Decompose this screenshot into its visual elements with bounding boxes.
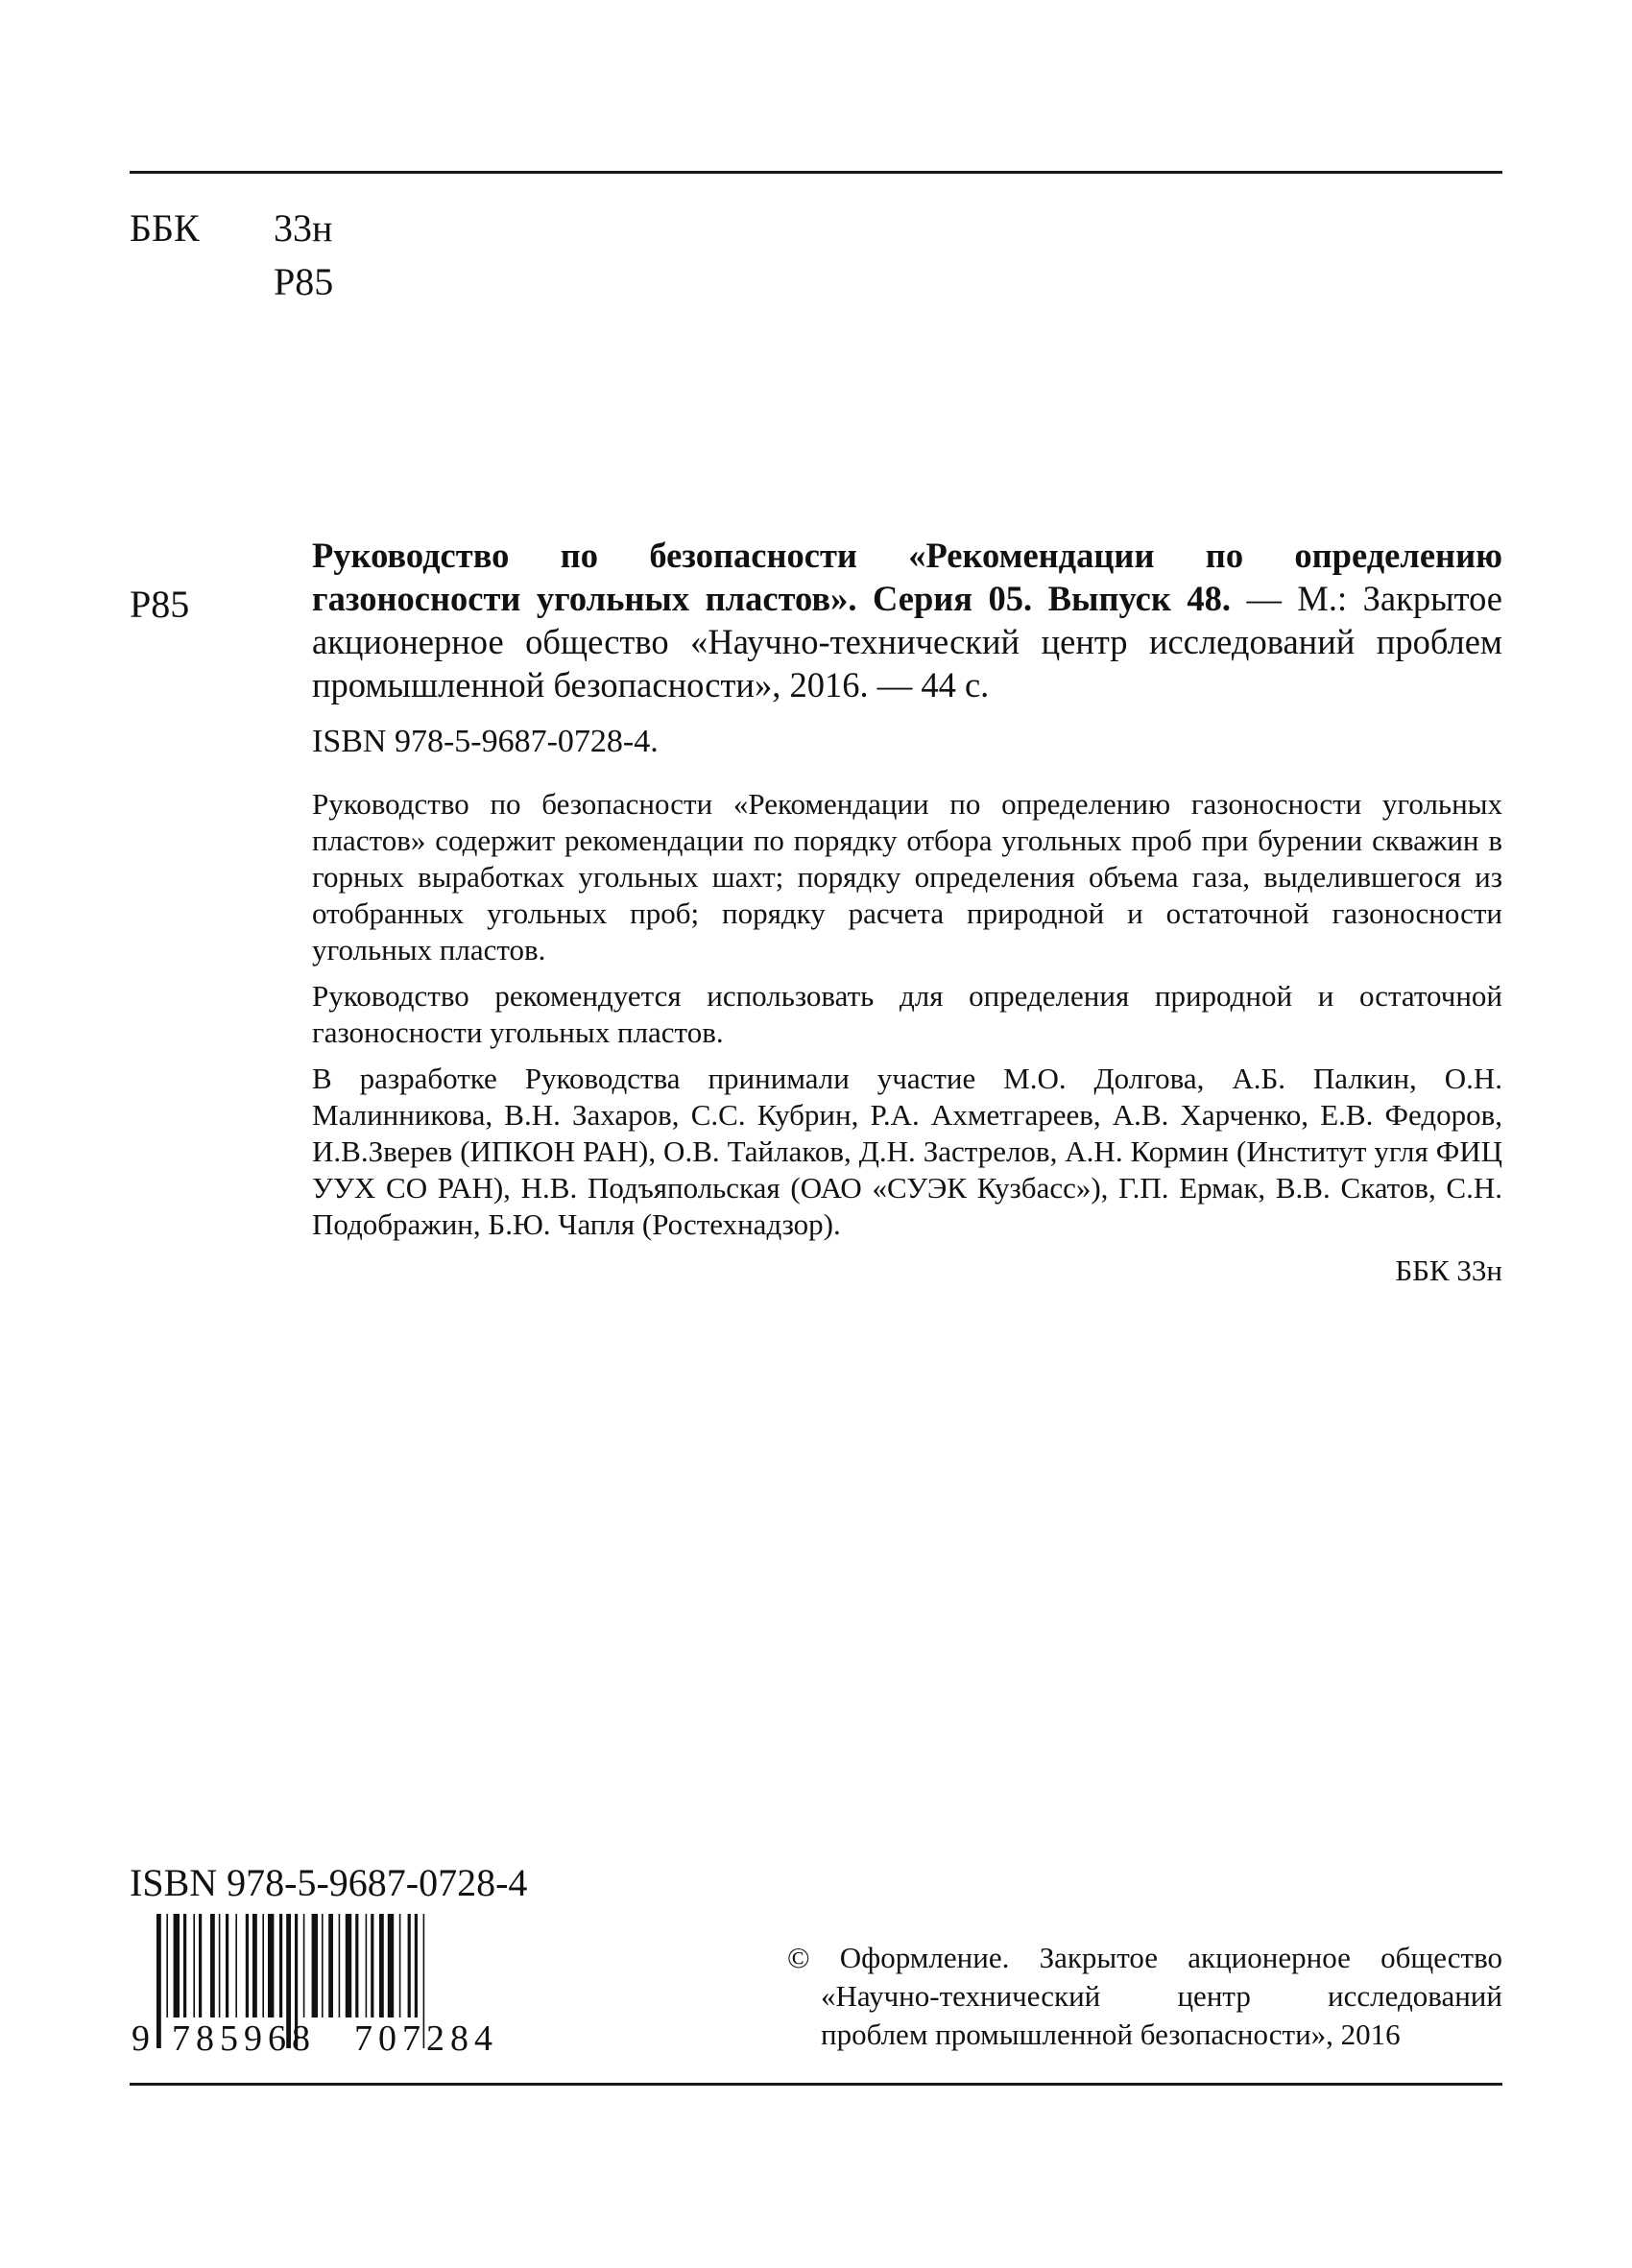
barcode-bar xyxy=(262,1914,264,2017)
top-rule xyxy=(130,171,1502,174)
annotation-paragraph-2: Руководство рекомендуется использовать для определения природной и остаточной газоносности угольных пластов. xyxy=(312,979,1502,1049)
bbk-label: ББК xyxy=(130,206,200,250)
barcode-digits-right: 707284 xyxy=(354,2018,498,2054)
barcode-bar xyxy=(166,1914,168,2017)
side-author-code: Р85 xyxy=(130,583,190,626)
barcode-bar xyxy=(268,1914,274,2017)
annotation-paragraph-3: В разработке Руководства принимали участие М.О. Долгова, А.Б. Палкин, О.Н. Малинникова, В.Н. Захаров, С.С. Кубрин, Р.А. Ахметгареев, А.В. Харченко, Е.В. Федоров, И.В.Зверев (ИПКОН РАН), О.В. Тайлаков, Д.Н. Застрелов, А.Н. Кормин (Институт угля ФИЦ УУХ СО РАН), Н.В. Подъяпольская (ОАО «СУЭК Кузбасс»), Г.П. Ермак, В.В. Скатов, С.Н. Подображин, Б.Ю. Чапля (Ростехнадзор). xyxy=(312,1062,1502,1241)
copyright-line-2: «Научно-технический центр исследований xyxy=(821,1979,1502,2013)
bbk-code: 33н xyxy=(274,206,333,250)
bbk-spacer xyxy=(130,255,274,309)
barcode-bar xyxy=(279,1914,282,2017)
annotation-paragraph-1: Руководство по безопасности «Рекомендации по определению газоносности угольных пластов» содержит рекомендации по порядку отбора угольных проб при бурении скважин в горных выработках угольных шахт; порядку определения объема газа, выделившегося из отобранных угольных проб; порядку расчета природной и остаточной газоносности угольных пластов. xyxy=(312,787,1502,967)
barcode-bar xyxy=(199,1914,202,2017)
bbk-row-author xyxy=(130,255,333,309)
barcode-bar xyxy=(399,1914,401,2017)
barcode-bar xyxy=(183,1914,186,2017)
barcode-bar xyxy=(235,1914,237,2017)
author-code: Р85 xyxy=(274,260,334,303)
barcode-bar xyxy=(415,1914,418,2017)
barcode-bar xyxy=(322,1914,324,2017)
barcode-bar xyxy=(371,1914,373,2017)
bbk-row xyxy=(130,202,333,255)
barcode-bar xyxy=(328,1914,333,2017)
main-text-block xyxy=(312,534,1502,1289)
copyright-line-3: проблем промышленной безопасности», 2016 xyxy=(821,2017,1401,2051)
isbn-text: ISBN 978-5-9687-0728-4. xyxy=(312,724,659,759)
record-imprint: — М.: Закрытое акционерное общество «Научно-технический центр исследований проблем промышленной безопасности», 2016. — 44 с. xyxy=(312,579,1502,704)
bbk-block xyxy=(130,202,333,309)
barcode-digits-left: 785968 xyxy=(172,2018,316,2054)
isbn-barcode-caption: ISBN 978-5-9687-0728-4 xyxy=(130,1861,528,1904)
barcode-bar xyxy=(388,1914,394,2017)
copyright-line-1: © Оформление. Закрытое акционерное общество xyxy=(787,1941,1502,1974)
record-title: Руководство по безопасности «Рекомендации по определению газоносности угольных пластов». Серия 05. Выпуск 48. xyxy=(312,536,1502,618)
barcode-bar xyxy=(193,1914,195,2017)
isbn-line xyxy=(312,720,1502,763)
bibliographic-record xyxy=(312,534,1502,706)
barcode-bar xyxy=(156,1914,161,2048)
barcode-bar xyxy=(303,1914,305,2017)
annotation xyxy=(312,786,1502,1243)
bottom-rule xyxy=(130,2083,1502,2086)
barcode-bar xyxy=(219,1914,221,2017)
barcode-bar xyxy=(312,1914,318,2017)
barcode-bar xyxy=(246,1914,249,2017)
isbn-barcode xyxy=(130,1910,542,2054)
barcode-digit-first: 9 xyxy=(132,2018,150,2054)
barcode-graphic xyxy=(130,1910,542,2054)
bbk-footer-code: ББК 33н xyxy=(1395,1253,1502,1287)
copyright-notice xyxy=(787,1939,1502,2054)
barcode-bar xyxy=(408,1914,411,2017)
barcode-bar xyxy=(252,1914,257,2017)
barcode-bar xyxy=(339,1914,341,2017)
barcode-bar xyxy=(226,1914,228,2017)
barcode-bar xyxy=(379,1914,384,2017)
barcode-bar xyxy=(346,1914,351,2017)
barcode-bar xyxy=(210,1914,215,2017)
barcode-bar xyxy=(366,1914,368,2017)
barcode-bar xyxy=(174,1914,180,2017)
barcode-bar xyxy=(355,1914,358,2017)
